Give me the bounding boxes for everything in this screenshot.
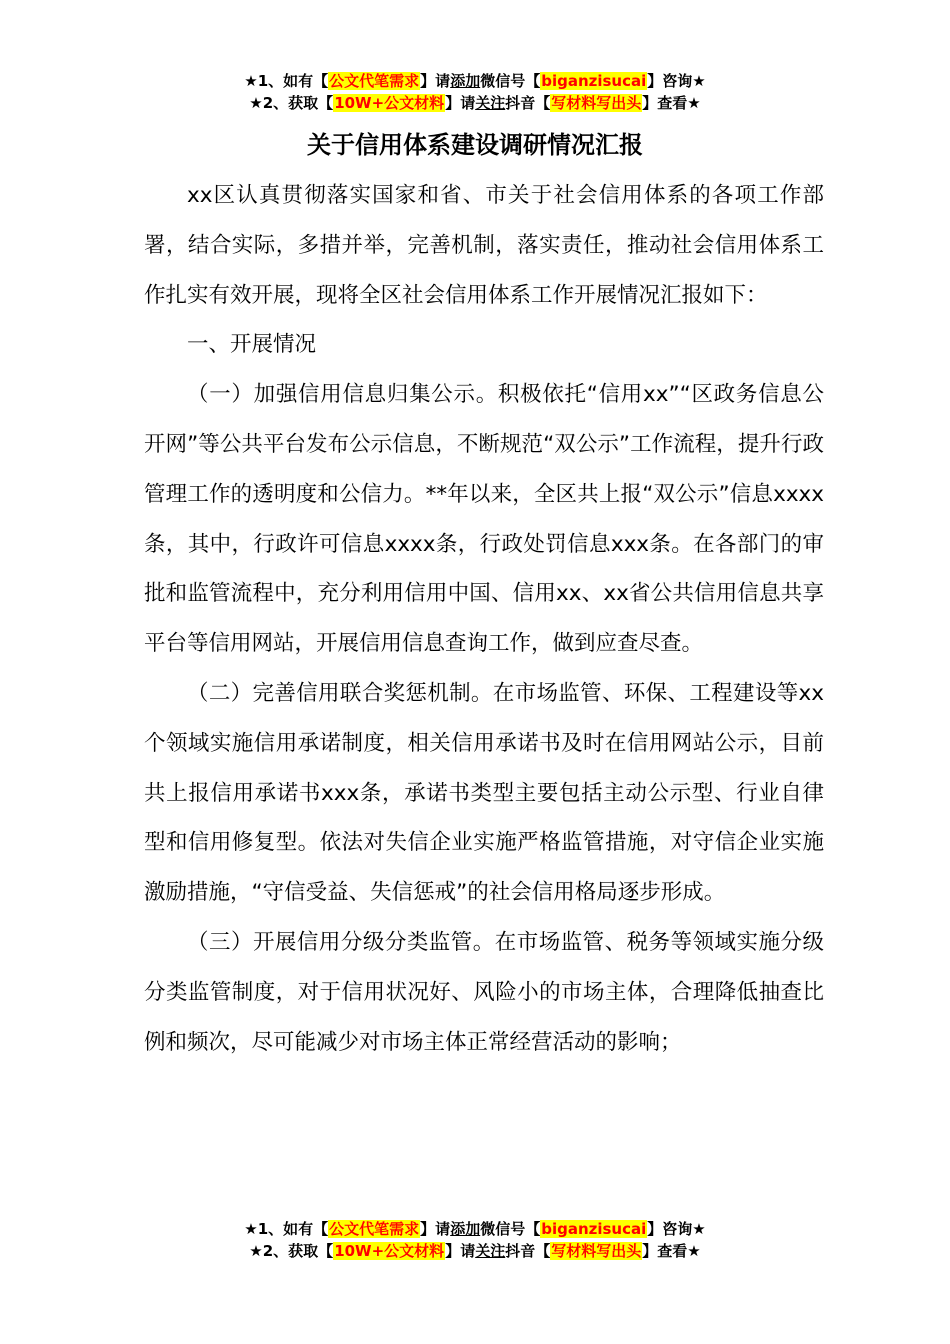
document-title: 关于信用体系建设调研情况汇报 (307, 131, 643, 159)
promo-text: 微信号【 (480, 1220, 541, 1238)
promo-text: 】查看★ (642, 1242, 701, 1260)
promo-text: ★1、如有【 (244, 72, 329, 90)
promo-text: 抖音【 (505, 94, 551, 112)
promo-text: 】咨询★ (647, 72, 706, 90)
promo-text: 】请 (420, 1220, 451, 1238)
promo-text: 微信号【 (480, 72, 541, 90)
promo-text: 】咨询★ (647, 1220, 706, 1238)
promo-text: 】请 (445, 94, 476, 112)
promo-highlight: 10W+公文材料 (334, 94, 445, 112)
promo-text: ★2、获取【 (249, 1242, 334, 1260)
promo-line-2 (0, 92, 950, 114)
section-heading: 一、开展情况 (187, 332, 317, 358)
promo-underlined-text: 添加 (450, 72, 481, 90)
promo-text: 】请 (420, 72, 451, 90)
promo-banner-bottom (0, 1218, 950, 1262)
promo-highlight: 10W+公文材料 (334, 1242, 445, 1260)
promo-line-1 (0, 1218, 950, 1240)
body-paragraph: （二）完善信用联合奖惩机制。在市场监管、环保、工程建设等xx个领域实施信用承诺制度，相关信用承诺书及时在信用网站公示，目前共上报信用承诺书xxx条，承诺书类型主要包括主动公示型、行业自律型和信用修复型。依法对失信企业实施严格监管措施，对守信企业实施激励措施，“守信受益、失信惩戒”的社会信用格局逐步形成。 (144, 680, 824, 906)
promo-text: ★2、获取【 (249, 94, 334, 112)
promo-wechat-id: biganzisucai (541, 1220, 647, 1238)
promo-banner-top (0, 70, 950, 114)
body-paragraph: （一）加强信用信息归集公示。积极依托“信用xx”“区政务信息公开网”等公共平台发布公示信息，不断规范“双公示”工作流程，提升行政管理工作的透明度和公信力。**年以来，全区共上报“双公示”信息xxxx条，其中，行政许可信息xxxx条，行政处罚信息xxx条。在各部门的审批和监管流程中，充分利用信用中国、信用xx、xx省公共信用信息共享平台等信用网站，开展信用信息查询工作，做到应查尽查。 (144, 382, 824, 657)
body-paragraph: （三）开展信用分级分类监管。在市场监管、税务等领域实施分级分类监管制度，对于信用状况好、风险小的市场主体，合理降低抽查比例和频次，尽可能减少对市场主体正常经营活动的影响； (144, 929, 824, 1055)
promo-highlight: 公文代笔需求 (329, 1220, 420, 1238)
document-body (144, 171, 824, 1067)
promo-underlined-text: 添加 (450, 1220, 481, 1238)
promo-text: 】查看★ (642, 94, 701, 112)
promo-underlined-text: 关注 (475, 1242, 506, 1260)
intro-paragraph: xx区认真贯彻落实国家和省、市关于社会信用体系的各项工作部署，结合实际，多措并举，完善机制，落实责任，推动社会信用体系工作扎实有效开展，现将全区社会信用体系工作开展情况汇报如下： (144, 183, 824, 308)
promo-line-2 (0, 1240, 950, 1262)
promo-text: 抖音【 (505, 1242, 551, 1260)
promo-highlight: 公文代笔需求 (329, 72, 420, 90)
promo-douyin-id: 写材料写出头 (551, 94, 642, 112)
promo-douyin-id: 写材料写出头 (551, 1242, 642, 1260)
promo-wechat-id: biganzisucai (541, 72, 647, 90)
promo-underlined-text: 关注 (475, 94, 506, 112)
promo-line-1 (0, 70, 950, 92)
promo-text: 】请 (445, 1242, 476, 1260)
promo-text: ★1、如有【 (244, 1220, 329, 1238)
